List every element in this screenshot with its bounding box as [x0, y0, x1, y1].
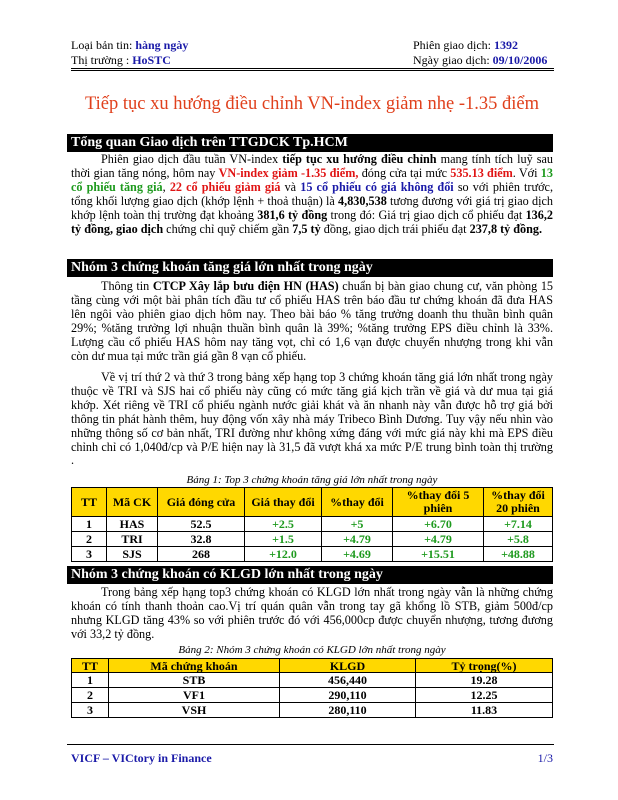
- table-row: [72, 517, 553, 532]
- table-cell: 1: [72, 673, 109, 688]
- table-cell: 268: [158, 547, 245, 562]
- page-footer: [71, 751, 553, 766]
- table-cell: 52.5: [158, 517, 245, 532]
- table-cell: HAS: [107, 517, 158, 532]
- overview-paragraph: Phiên giao dịch đầu tuần VN-index tiếp tục xu hướng điều chỉnh mang tính tích luỹ sau thời gian tăng nóng, hôm nay VN-index giảm -1.35 điểm, đóng cửa tại mức 535.13 điểm. Với 13 cổ phiếu tăng giá, 22 cổ phiếu giảm giá và 15 cổ phiếu có giá không đổi so với phiên trước, tổng khối lượng giao dịch (khớp lệnh + thoả thuận) là 4,830,538 tương đương với giá trị giao dịch khớp lệnh toàn thị trường đạt khoảng 381,6 tỷ đồng trong đó: Giá trị giao dịch cổ phiếu đạt 136,2 tỷ đồng, giao dịch chứng chỉ quỹ chiếm gần 7,5 tỷ đồng, giao dịch trái phiếu đạt 237,8 tỷ đồng.: [71, 152, 553, 236]
- table-cell: +5.8: [484, 532, 553, 547]
- table-row: [72, 703, 553, 718]
- table1-caption: Bảng 1: Top 3 chứng khoán tăng giá lớn nhất trong ngày: [186, 474, 438, 486]
- top-gainers-table: [71, 487, 553, 562]
- table-cell: 12.25: [416, 688, 553, 703]
- table-cell: VF1: [109, 688, 280, 703]
- col-header: %thay đổi 20 phiên: [484, 488, 553, 517]
- table-cell: SJS: [107, 547, 158, 562]
- table-cell: TRI: [107, 532, 158, 547]
- table-cell: 2: [72, 532, 107, 547]
- report-type-label: Loại bản tin:: [71, 38, 136, 52]
- report-type: [71, 38, 188, 53]
- table-cell: 32.8: [158, 532, 245, 547]
- session-number: [413, 38, 553, 53]
- col-header: Giá đóng cửa: [158, 488, 245, 517]
- table-row: [72, 673, 553, 688]
- has-paragraph: Thông tin CTCP Xây lắp bưu điện HN (HAS) chuẩn bị bàn giao chung cư, văn phòng 15 tầng cùng với một bài phân tích đầu tư cổ phiếu HAS trên báo đầu tư chứng khoán đã đưa HAS lên ngôi vào phiên giao dịch hôm nay. Theo bài báo % tăng trưởng doanh thu thuần bình quân 29%; %tăng trưởng lợi nhuận thuần bình quân là 39%; %tăng trưởng EPS điều chỉnh là 33%. Lượng cầu cổ phiếu HAS hôm nay tăng vọt, chỉ có 1,6 vạn được chuyển nhượng trong khi vẫn còn dư mua tại mức trần giá gần 8 vạn cổ phiếu.: [71, 279, 554, 363]
- table2-caption: Bảng 2: Nhóm 3 chứng khoán có KLGD lớn nhất trong ngày: [178, 644, 446, 656]
- table-cell: +4.79: [393, 532, 484, 547]
- table-header-row: [72, 488, 553, 517]
- table-row: [72, 547, 553, 562]
- col-header: KLGD: [280, 659, 416, 673]
- header-divider-bottom: [71, 70, 554, 71]
- table-cell: +6.70: [393, 517, 484, 532]
- table-cell: +1.5: [245, 532, 322, 547]
- table-cell: +15.51: [393, 547, 484, 562]
- top-volume-table: [71, 658, 553, 718]
- table-cell: 11.83: [416, 703, 553, 718]
- session-label: Phiên giao dịch:: [413, 38, 494, 52]
- table-cell: 3: [72, 703, 109, 718]
- table-header-row: [72, 659, 553, 673]
- table-cell: +4.79: [322, 532, 393, 547]
- table-cell: 19.28: [416, 673, 553, 688]
- table-cell: 1: [72, 517, 107, 532]
- date-label: Ngày giao dịch:: [413, 53, 493, 67]
- volume-paragraph: Trong bảng xếp hạng top3 chứng khoán có KLGD lớn nhất trong ngày vẫn là những chứng khoán có tính thanh thoản cao.Vị trí quán quân vẫn trong tay gã khổng lồ STB, giảm 500đ/cp nhưng KLGD tăng 43% so với phiên trước đó với 456,000cp được chuyển nhượng, tương đương với 33,2 tỷ đồng.: [71, 585, 553, 641]
- table-row: [72, 532, 553, 547]
- col-header: Mã chứng khoán: [109, 659, 280, 673]
- page-number: 1/3: [537, 751, 553, 765]
- table-cell: STB: [109, 673, 280, 688]
- table-cell: +7.14: [484, 517, 553, 532]
- table-cell: +2.5: [245, 517, 322, 532]
- table-cell: +4.69: [322, 547, 393, 562]
- report-header: [71, 38, 553, 68]
- report-type-value: hàng ngày: [135, 38, 189, 52]
- table-cell: 290,110: [280, 688, 416, 703]
- col-header: TT: [72, 659, 109, 673]
- table-cell: +48.88: [484, 547, 553, 562]
- page-title: Tiếp tục xu hướng điều chỉnh VN-index giảm nhẹ -1.35 điểm: [85, 94, 539, 114]
- date-value: 09/10/2006: [492, 53, 548, 67]
- col-header: Mã CK: [107, 488, 158, 517]
- table-cell: +12.0: [245, 547, 322, 562]
- col-header: %thay đổi: [322, 488, 393, 517]
- table-cell: +5: [322, 517, 393, 532]
- table-cell: 280,110: [280, 703, 416, 718]
- table-cell: 2: [72, 688, 109, 703]
- market-value: HoSTC: [132, 53, 171, 67]
- section-heading-top-volume: Nhóm 3 chứng khoán có KLGD lớn nhất trong ngày: [67, 566, 553, 584]
- market-label: Thị trường :: [71, 53, 133, 67]
- tri-sjs-paragraph: Về vị trí thứ 2 và thứ 3 trong bảng xếp hạng top 3 chứng khoán tăng giá lớn nhất trong ngày thuộc về TRI và SJS hai cổ phiếu này cũng có mức tăng giá kịch trần về giá và dư mua tại giá khớp. Xét riêng về TRI cổ phiếu ngành nước giải khát và ăn nhanh này vẫn được hỗ trợ giá bởi thông tin phát hành thêm, huy động vốn xây nhà máy Tribeco Bình Dương. Tuy vậy nếu nhìn vào những thông số cơ bản nhất, TRI đường như không xứng đáng với mức giá này khi mà EPS điều chỉnh chỉ có 1,040đ/cp và P/E hiện nay là 31,5 đã vượt khá xa mức P/E trung bình toàn thị trường .: [71, 370, 553, 468]
- market: [71, 53, 171, 68]
- section-heading-top-gainers: Nhóm 3 chứng khoán tăng giá lớn nhất trong ngày: [67, 259, 553, 277]
- table-cell: 3: [72, 547, 107, 562]
- trade-date: [413, 53, 553, 68]
- table-cell: VSH: [109, 703, 280, 718]
- col-header: %thay đổi 5 phiên: [393, 488, 484, 517]
- section-heading-overview: Tổng quan Giao dịch trên TTGDCK Tp.HCM: [67, 134, 553, 152]
- footer-divider: [67, 744, 554, 745]
- col-header: Giá thay đổi: [245, 488, 322, 517]
- session-value: 1392: [494, 38, 518, 52]
- header-divider-top: [71, 68, 554, 69]
- footer-brand: VICF – VICtory in Finance: [71, 751, 212, 765]
- col-header: Tỷ trọng(%): [416, 659, 553, 673]
- table-cell: 456,440: [280, 673, 416, 688]
- table-row: [72, 688, 553, 703]
- col-header: TT: [72, 488, 107, 517]
